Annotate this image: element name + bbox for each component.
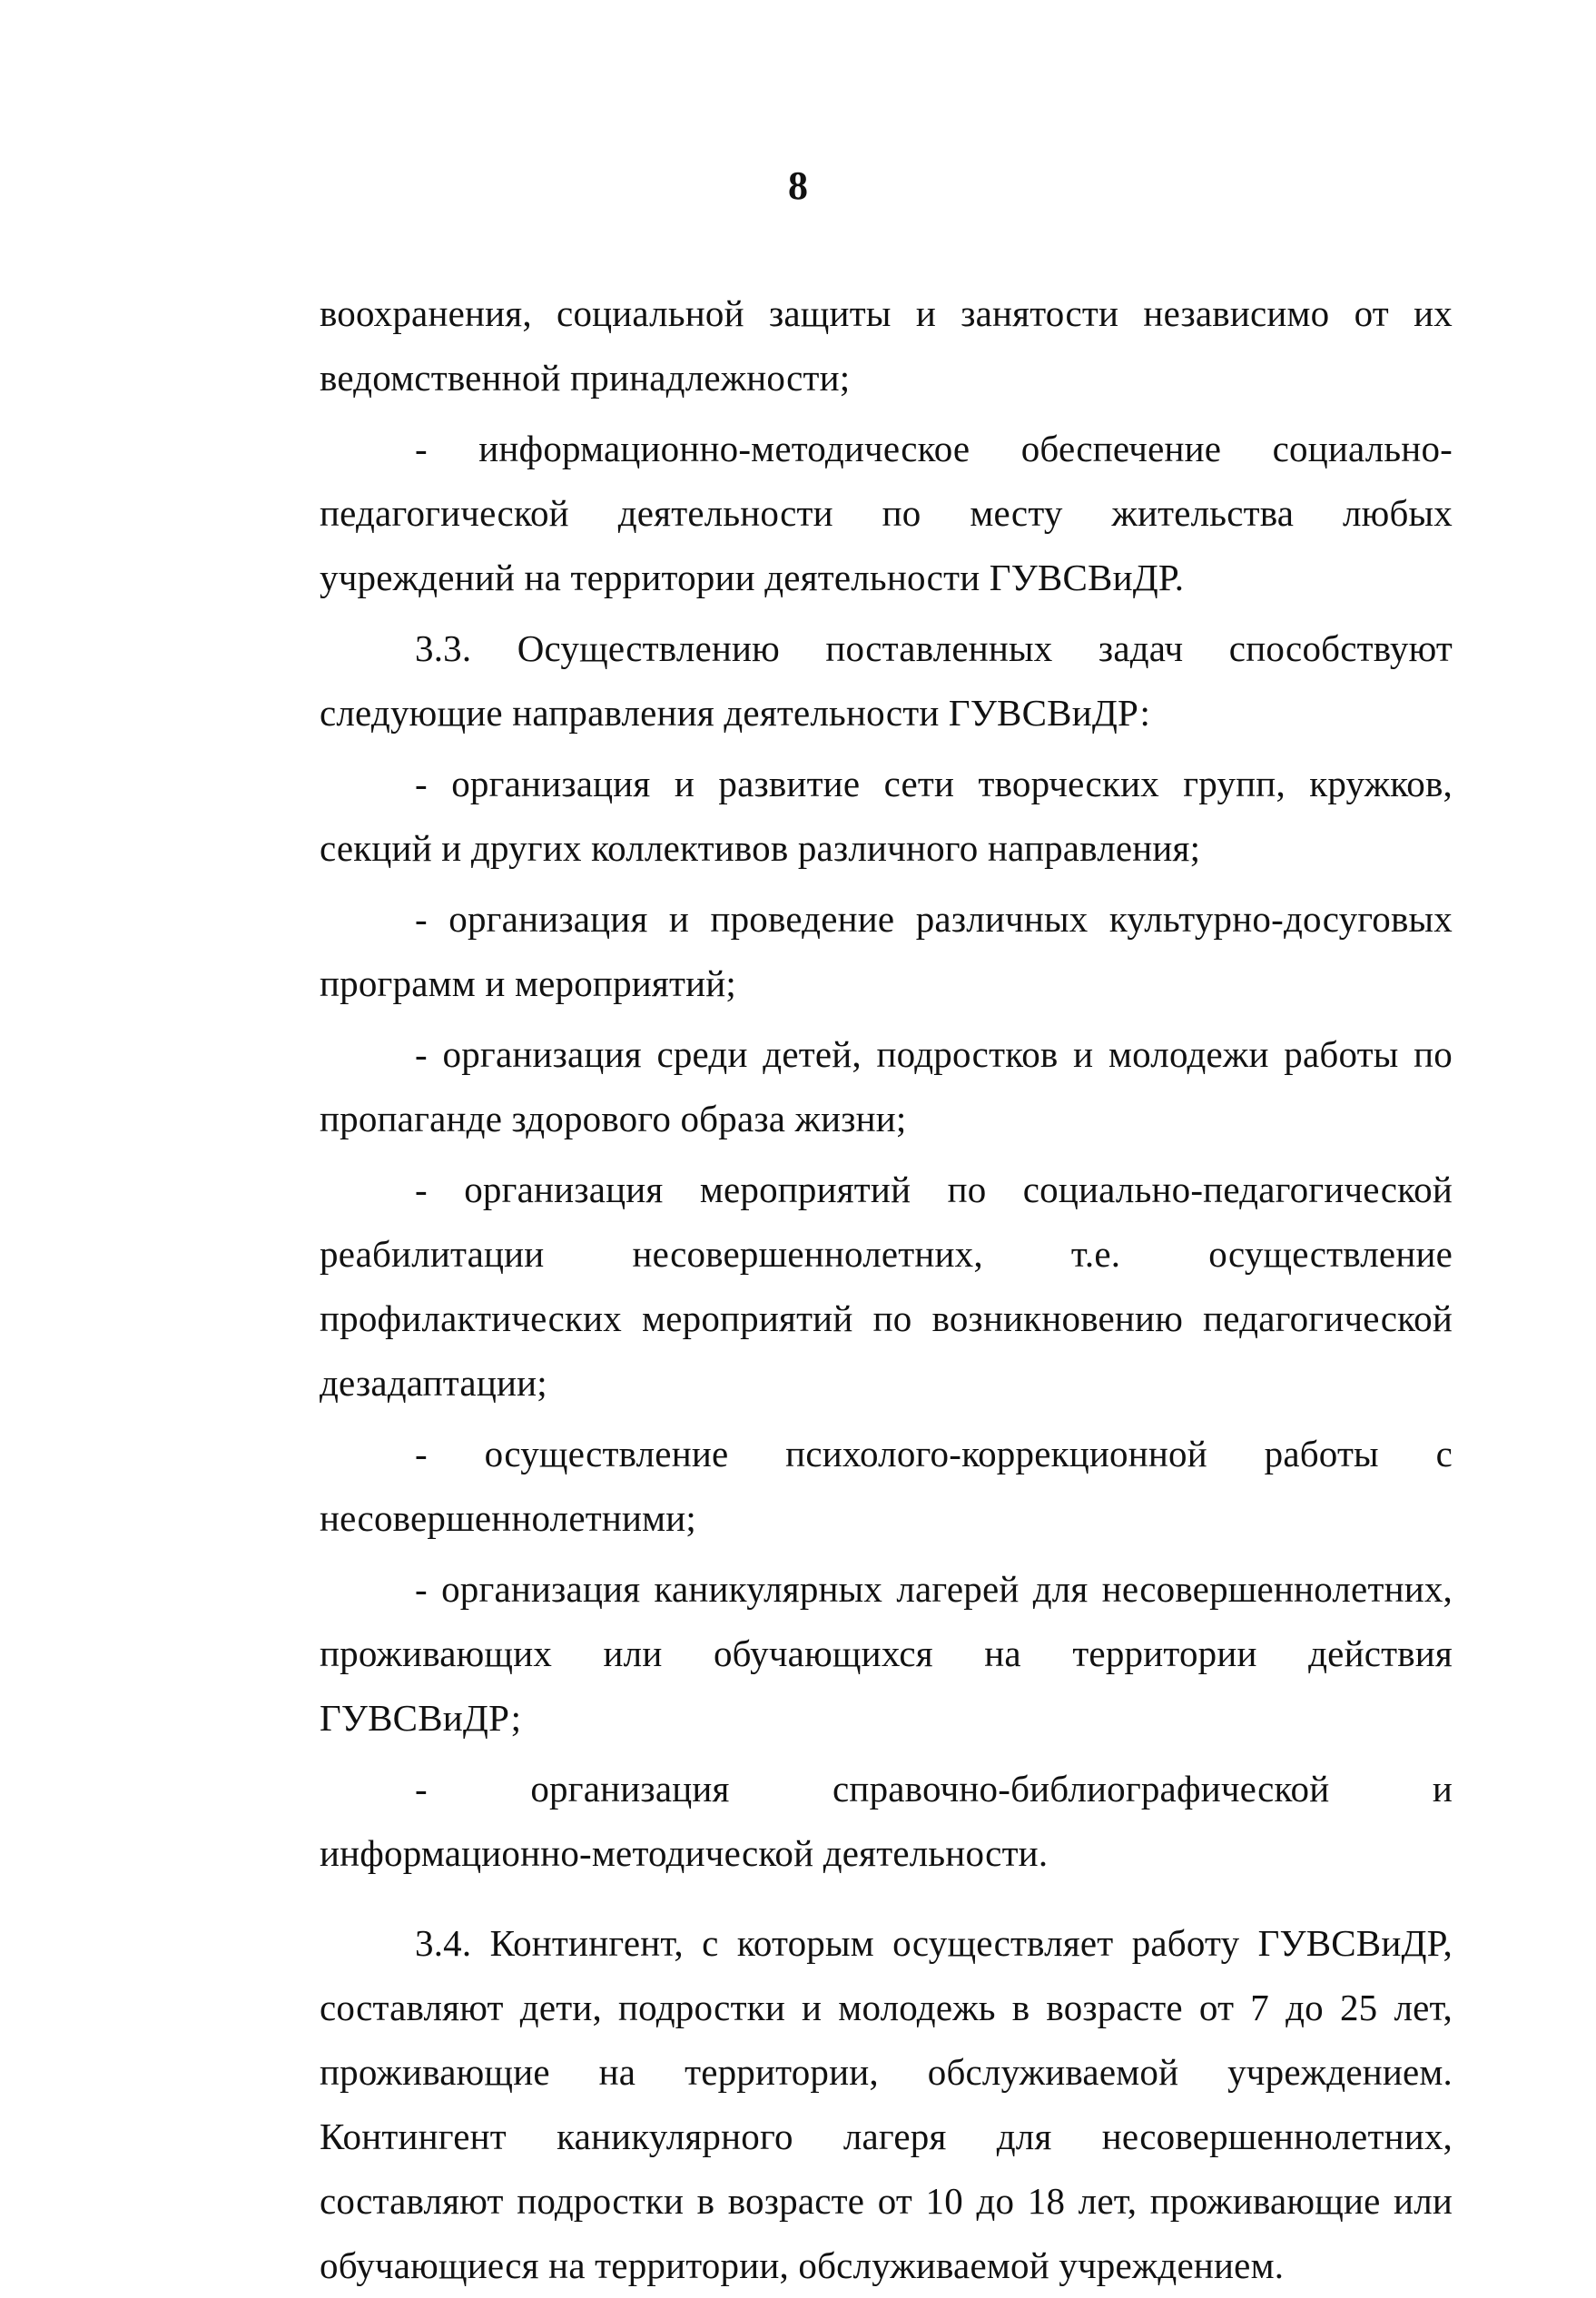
page-number: 8	[788, 163, 808, 208]
list-item-leisure-programs: - организация и проведение различных культурно-досуговых программ и мероприятий;	[320, 898, 1453, 1004]
list-item-rehabilitation: - организация мероприятий по социально-педагогической реабилитации несовершеннолетних, т.е. осуществление профилактических мероприятий по возникновению педагогической дезадаптации;	[320, 1169, 1453, 1404]
paragraph-section-3-4: 3.4. Контингент, с которым осуществляет работу ГУВСВиДР, составляют дети, подростки и молодежь в возрасте от 7 до 25 лет, проживающие на территории, обслуживаемой учреждением. Контингент каникулярного лагеря для несовершеннолетних, составляют подростки в возрасте от 10 до 18 лет, проживающие или обучающиеся на территории, обслуживаемой учреждением.	[320, 1922, 1453, 2286]
list-item-reference-library: - организация справочно-библиографической и информационно-методической деятельности.	[320, 1768, 1453, 1874]
document-body	[320, 281, 1453, 2298]
paragraph-section-3-3: 3.3. Осуществлению поставленных задач способствуют следующие направления деятельности ГУВСВиДР:	[320, 627, 1453, 734]
list-item-healthy-lifestyle: - организация среди детей, подростков и молодежи работы по пропаганде здорового образа жизни;	[320, 1033, 1453, 1139]
list-item-creative-groups: - организация и развитие сети творческих групп, кружков, секций и других коллективов различного направления;	[320, 763, 1453, 869]
list-item-psych-correction: - осуществление психолого-коррекционной работы с несовершеннолетними;	[320, 1433, 1453, 1539]
paragraph-info-methodical: - информационно-методическое обеспечение социально-педагогической деятельности по месту жительства любых учреждений на территории деятельности ГУВСВиДР.	[320, 428, 1453, 598]
list-item-vacation-camps: - организация каникулярных лагерей для несовершеннолетних, проживающих или обучающихся на территории действия ГУВСВиДР;	[320, 1568, 1453, 1739]
paragraph-continuation: воохранения, социальной защиты и занятости независимо от их ведомственной принадлежности;	[320, 292, 1453, 399]
